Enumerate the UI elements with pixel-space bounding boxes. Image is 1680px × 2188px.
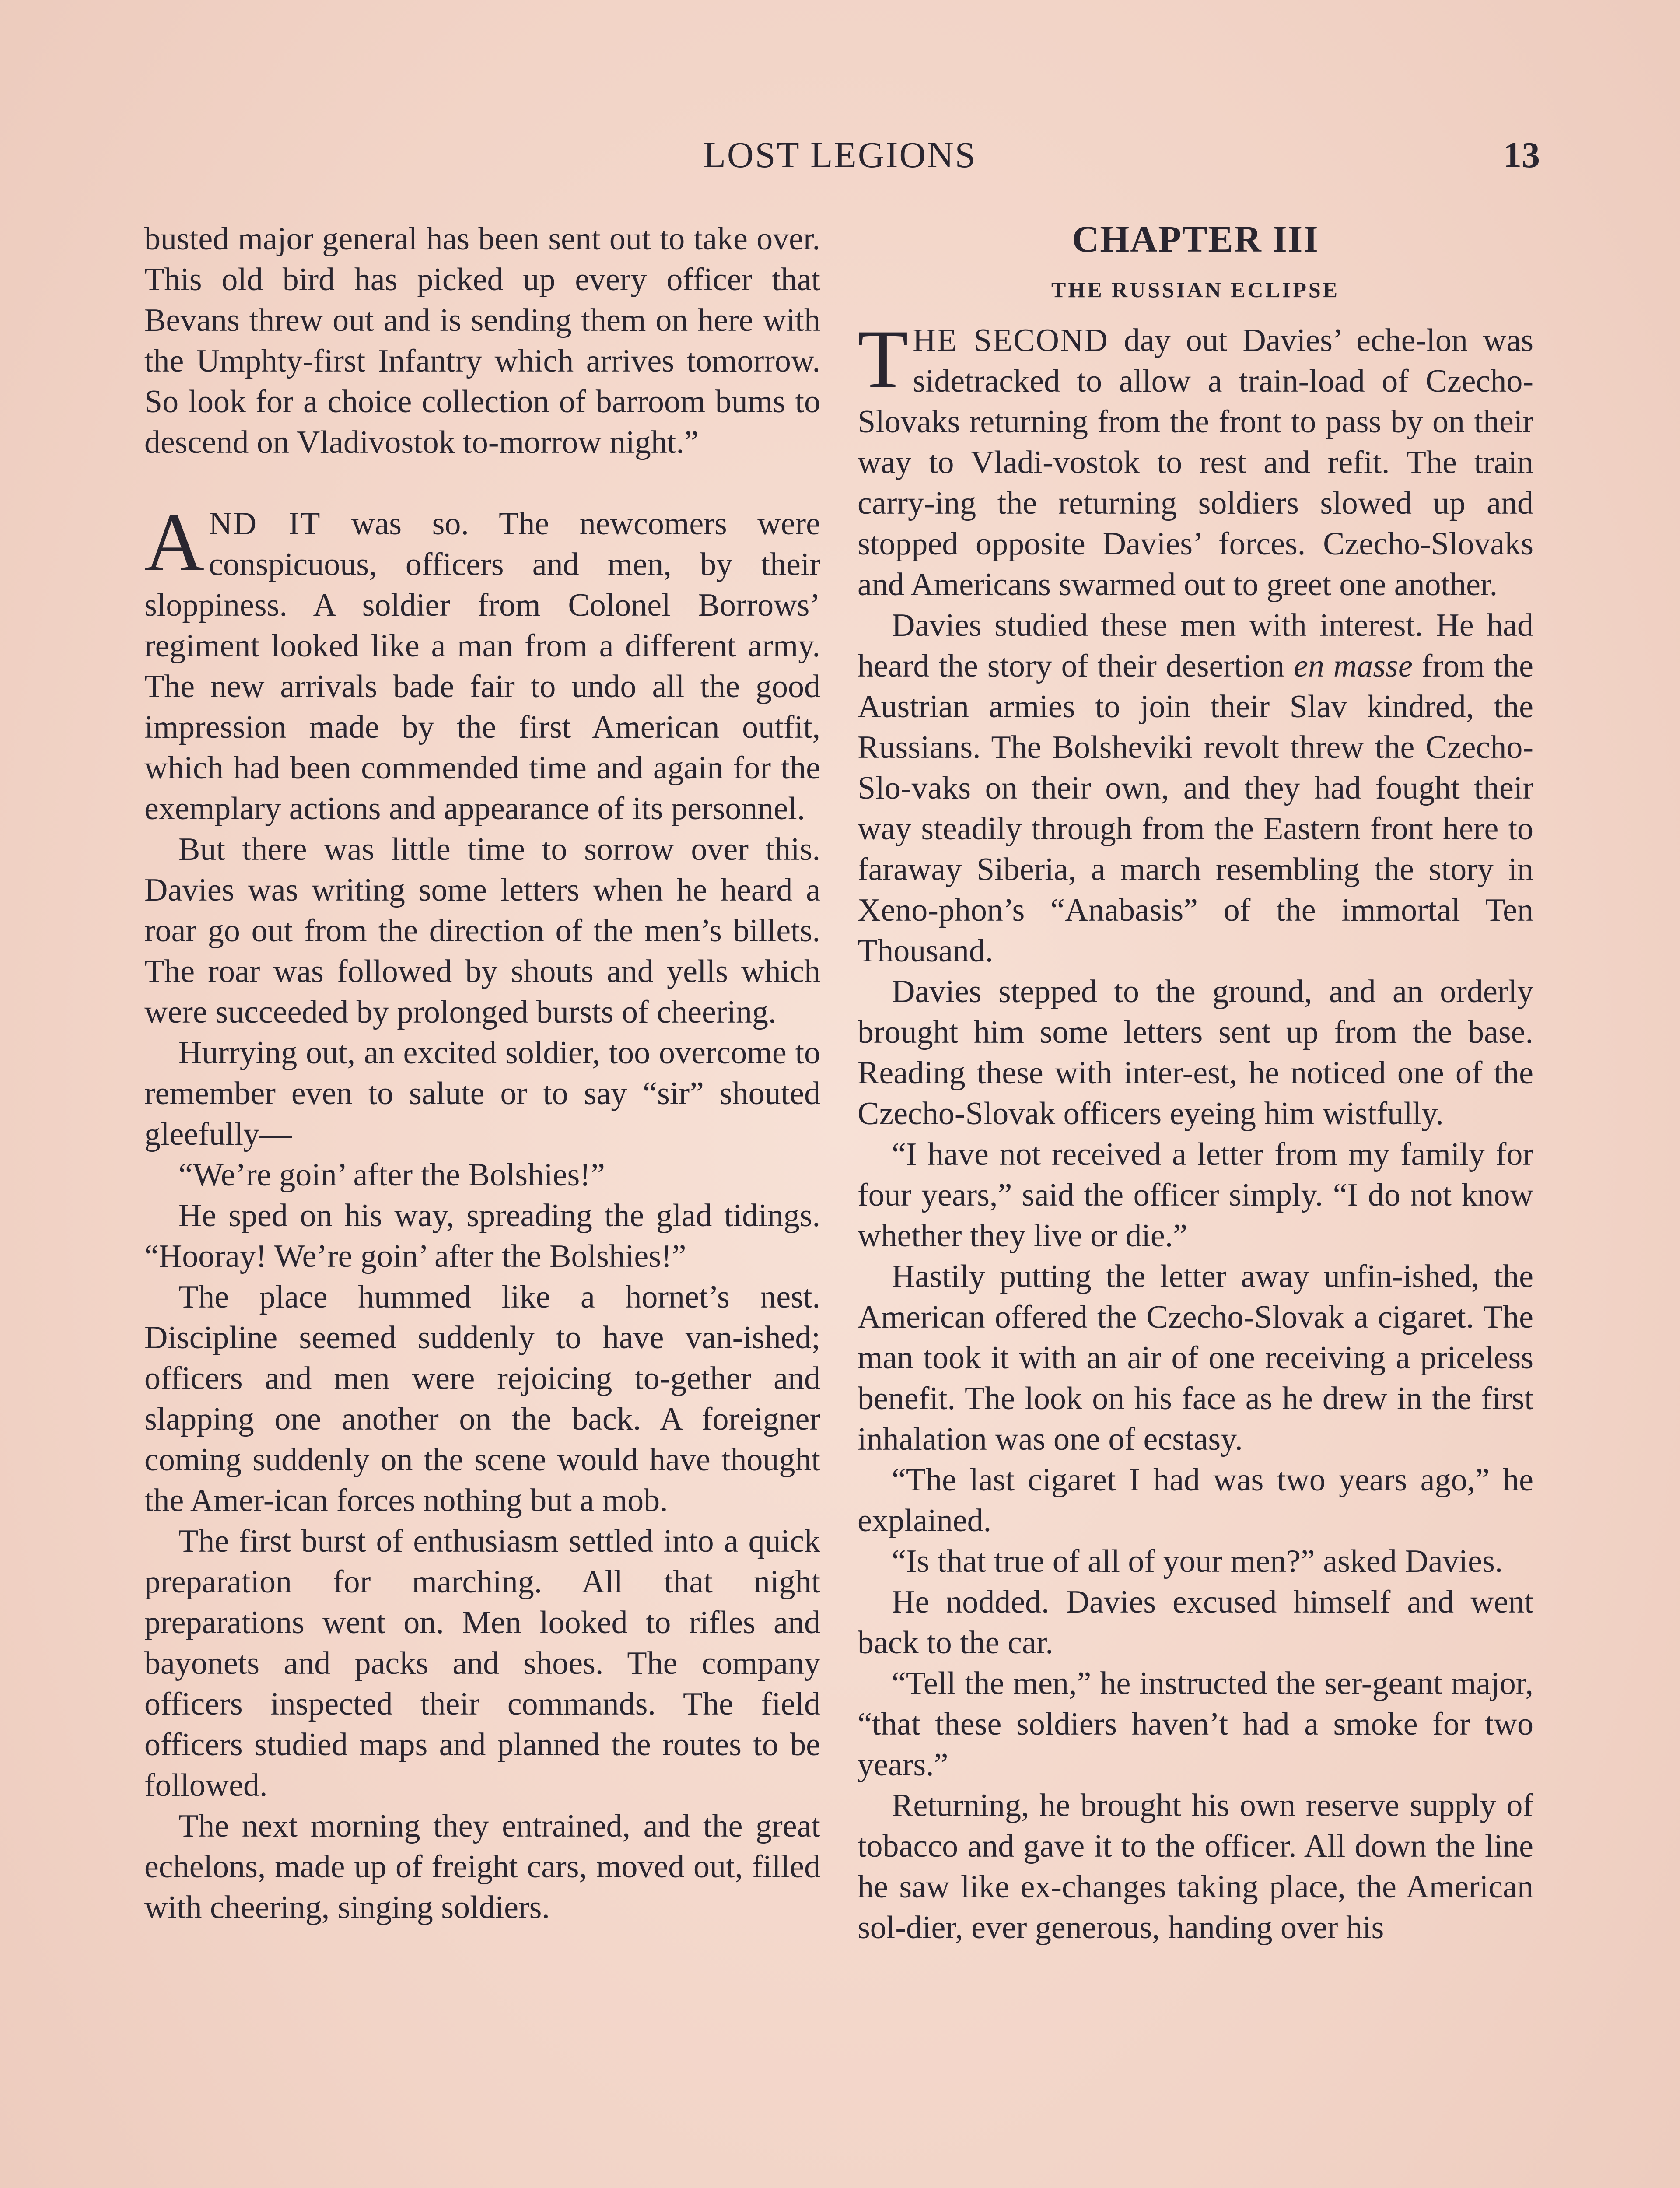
paragraph: The next morning they entrained, and the great echelons, made up of freight cars, moved out, filled with cheering, singing soldiers. [144,1808,820,1925]
chapter-heading: CHAPTER III [1072,218,1319,260]
paragraph-dropcap [144,497,820,829]
paragraph: “I have not received a letter from my family for four years,” said the officer simply. “I do not know whether they live or die.” [858,1136,1533,1254]
running-title: LOST LEGIONS [703,135,977,175]
drop-cap: T [858,313,909,405]
paragraph: But there was little time to sorrow over this. Davies was writing some letters when he heard a roar go out from the direction of the men’s billets. The roar was followed by shouts and yells which were succeeded by prolonged bursts of cheering. [144,831,820,1030]
paragraph: Davies stepped to the ground, and an orderly brought him some letters sent up from the base. Reading these with inter-est, he noticed one of the Czecho-Slovak officers eyeing him wistfully. [858,974,1533,1132]
chapter-subtitle: THE RUSSIAN ECLIPSE [1051,277,1340,302]
left-column [144,219,820,1928]
italic-phrase: en masse [1294,648,1413,684]
paragraph-text: was so. The newcomers were conspicuous, officers and men, by their sloppiness. A soldier from Colonel Borrows’ regiment looked like a man from a different army. The new arrivals bade fair to undo all the good impression made by the first American outfit, which had been commended time and again for the exemplary actions and appearance of its personnel. [144,506,820,827]
paragraph-text: Davies studied these men with interest. He had heard the story of their desertion [858,607,1533,684]
small-caps-lead: HE SECOND [913,323,1109,358]
paragraph-text: day out Davies’ eche-lon was sidetracked to allow a train-load of Czecho-Slovaks returning from the front to pass by on their way to Vladi-vostok to rest and refit. The train carry-ing the returning soldiers slowed up and stopped opposite Davies’ forces. Czecho-Slovaks and Americans swarmed out to greet one another. [858,323,1533,603]
paragraph: “Is that true of all of your men?” asked Davies. [892,1543,1503,1579]
paragraph-text: from the Austrian armies to join their Slav kindred, the Russians. The Bolsheviki revolt threw the Czecho-Slo-vaks on their own, and they had fought their way steadily through from the Eastern front here to faraway Siberia, a march resembling the story in Xeno-phon’s “Anabasis” of the immortal Ten Thousand. [858,648,1533,969]
paragraph [858,605,1533,971]
drop-cap: A [144,497,205,589]
paragraph: “The last cigaret I had was two years ago,” he explained. [858,1462,1533,1539]
paragraph: The place hummed like a hornet’s nest. Discipline seemed suddenly to have van-ished; officers and men were rejoicing to-gether and slapping one another on the back. A foreigner coming suddenly on the scene would have thought the Amer-ican forces nothing but a mob. [144,1279,820,1518]
paragraph: Returning, he brought his own reserve supply of tobacco and gave it to the officer. All down the line he saw like ex-changes taking place, the American sol-dier, ever generous, handing over his [858,1788,1533,1946]
paragraph: He sped on his way, spreading the glad tidings. “Hooray! We’re goin’ after the Bolshies!” [144,1198,820,1274]
paragraph: Hurrying out, an excited soldier, too overcome to remember even to salute or to say “sir” shouted gleefully— [144,1035,820,1152]
paragraph: Hastily putting the letter away unfin-ished, the American offered the Czecho-Slovak a cigaret. The man took it with an air of one receiving a priceless benefit. The look on his face as he drew in the first inhalation was one of ecstasy. [858,1259,1533,1457]
paragraph: He nodded. Davies excused himself and went back to the car. [858,1584,1533,1661]
paragraph: The first burst of enthusiasm settled into a quick preparation for marching. All that night preparations went on. Men looked to rifles and bayonets and packs and shoes. The company officers inspected their commands. The field officers studied maps and planned the routes to be followed. [144,1523,820,1803]
paragraph-dropcap [858,313,1533,605]
paragraph: “Tell the men,” he instructed the ser-geant major, “that these soldiers haven’t had a smoke for two years.” [858,1666,1533,1783]
right-column [858,214,1533,1948]
paragraph: “We’re goin’ after the Bolshies!” [178,1157,605,1193]
paragraph: busted major general has been sent out to take over. This old bird has picked up every officer that Bevans threw out and is sending them on here with the Umphty-first Infantry which arrives tomorrow. So look for a choice collection of barroom bums to descend on Vladivostok to-morrow night.” [144,221,820,460]
small-caps-lead: ND IT [209,506,321,542]
page-number: 13 [1503,135,1540,175]
running-head [0,131,1680,179]
